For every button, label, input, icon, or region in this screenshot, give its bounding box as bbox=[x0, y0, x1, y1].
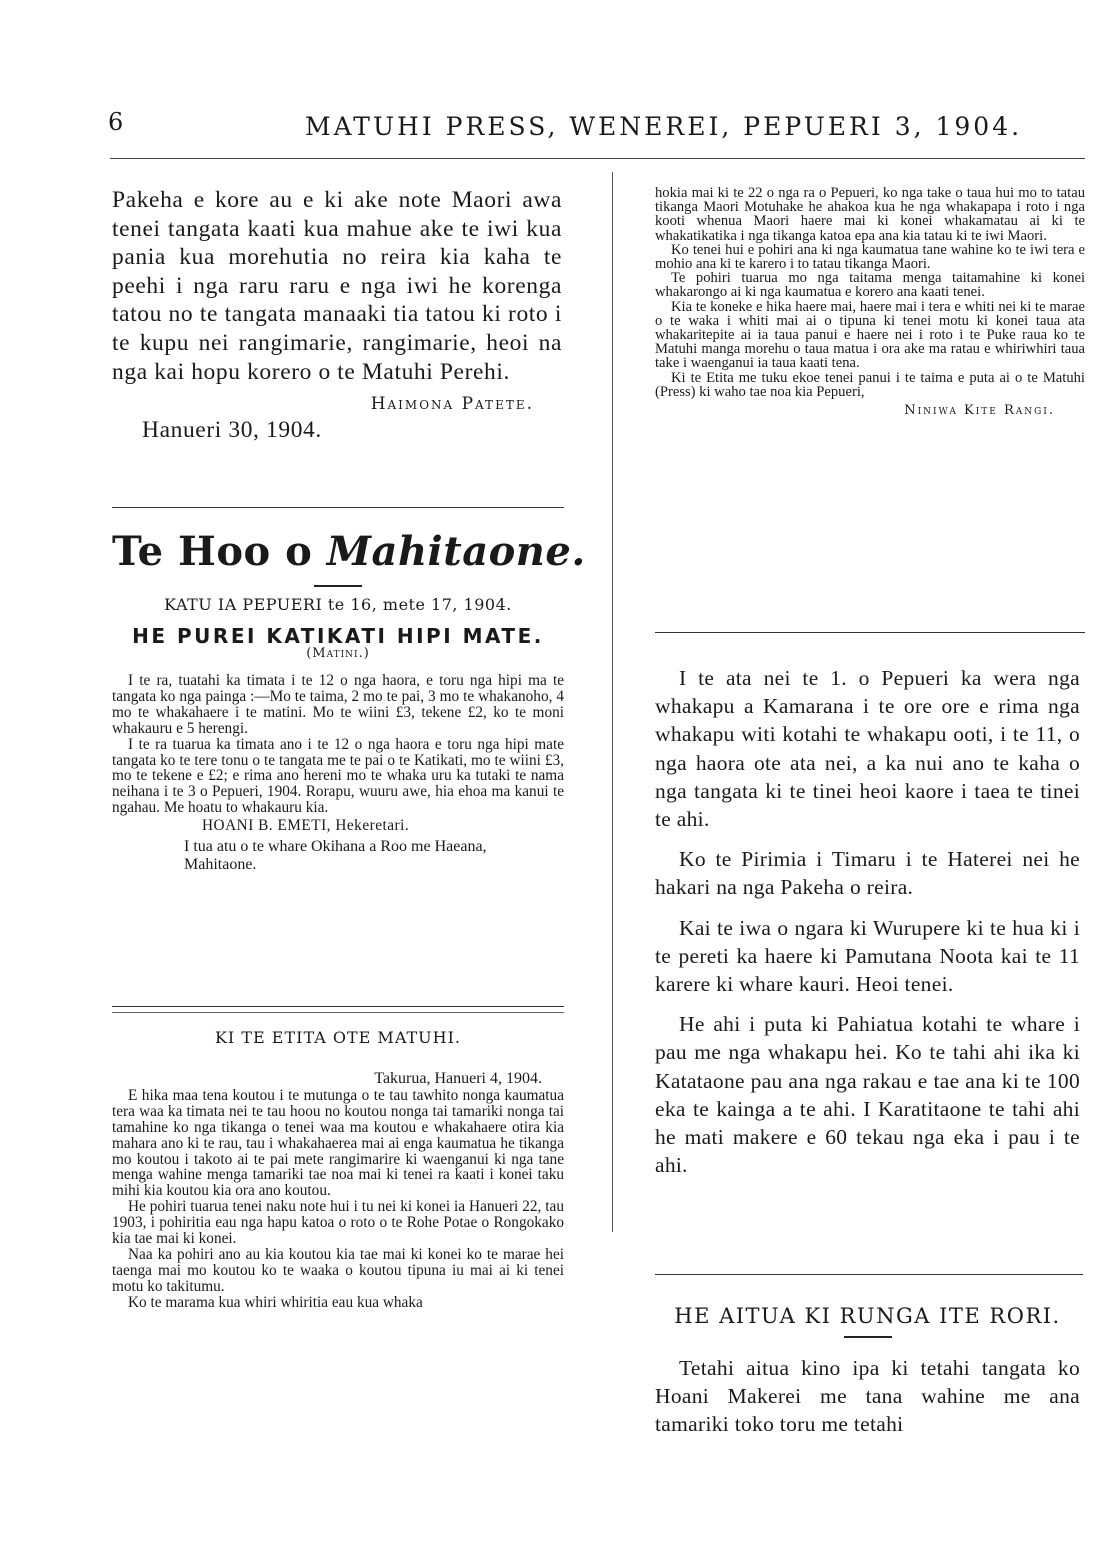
letter-cont-para-3: Te pohiri tuarua mo nga taitama menga taitamahine ki konei whakarongo ai ki nga kaumatua e korero ana kaati tenei. bbox=[655, 270, 1085, 301]
short-rule bbox=[314, 585, 362, 587]
letter-cont-para-5: Ki te Etita me tuku ekoe tenei panui i te taima e puta ai o te Matuhi (Press) ki waho tae noa kia Pepueri, bbox=[655, 369, 1085, 400]
letter-end-date: Hanueri 30, 1904. bbox=[142, 417, 322, 444]
notice-headline bbox=[112, 528, 586, 575]
notice-dates: KATU IA PEPUERI te 16, mete 17, 1904. bbox=[164, 595, 512, 614]
headline-italic: Mahitaone. bbox=[326, 528, 586, 575]
column-divider bbox=[612, 172, 613, 1232]
news-section bbox=[655, 664, 1080, 1179]
section-rule-2 bbox=[112, 1006, 564, 1007]
letter-heading: KI TE ETITA OTE MATUHI. bbox=[214, 1028, 462, 1047]
section-rule bbox=[112, 507, 564, 508]
accident-text: Tetahi aitua kino ipa ki tetahi tangata ko Hoani Makerei me tana wahine me ana tamariki toko toru me tetahi bbox=[655, 1356, 1080, 1437]
notice-para-1: I te ra, tuatahi ka timata i te 12 o nga haora, e toru nga hipi ma te tangata ko nga painga :—Mo te taima, 2 mo te pai, 3 mo te whakanoho, 4 mo te whakahaere i te matini. Mo te wiini £3, tekene £2, ko te moni whakauru e 5 herengi. bbox=[112, 672, 564, 737]
news-item: He ahi i puta ki Pahiatua kotahi te whare i pau me nga whakapu hei. Ko te tahi ahi ika ki Katataone pau ana nga rakau e tae ana ki te 100 eka te kainga a te ahi. I Karatitaone te tahi ahi he mati makere e 60 tekau nga eka i pau i te ahi. bbox=[655, 1012, 1080, 1178]
letter-para-3: Naa ka pohiri ano au kia koutou kia tae mai ki konei ko te marae hei taenga mai mo koutou ko te waaka o koutou tipuna iu mai ai ki tenei motu ko takitumu. bbox=[112, 1245, 564, 1295]
letter-cont-signature: Niniwa Kite Rangi. bbox=[904, 403, 1055, 419]
letter-dateline: Takurua, Hanueri 4, 1904. bbox=[374, 1070, 542, 1087]
news-item: Kai te iwa o ngara ki Wurupere ki te hua ki i te pereti ka haere ki Pamutana Noota kai te 11 karere ki whare kauri. Heoi tenei. bbox=[655, 915, 1080, 997]
section-rule-4 bbox=[655, 1274, 1083, 1275]
notice-address: I tua atu o te whare Okihana a Roo me Haeana, Mahitaone. bbox=[184, 838, 487, 874]
notice-subhead-note: (Matini.) bbox=[306, 646, 370, 661]
page-number: 6 bbox=[108, 108, 124, 136]
left-column bbox=[112, 186, 562, 445]
right-column-letter bbox=[655, 186, 1085, 418]
headline-plain: Te Hoo o bbox=[112, 528, 313, 575]
letter-section bbox=[112, 1028, 564, 1311]
letter-para-1: E hika maa tena koutou i te mutunga o te tau tawhito nonga kaumatua tera waa ka timata nei te tau hoou no koutou nonga tai tamariki nonga tai tamahine ko nga tikanga o tenei waa ma koutou e whakahaere otira kia mahara ano ki te rau, tau i whakahaerea mai ai enga kaumatua he tikanga mo koutou i takoto ai te pai mete rangimarire ki waenganui ki nga tane menga wahine menga tamariki tae noa mai ki tenei ra kaati i konei taku mihi kia koutou kia ora ano koutou. bbox=[112, 1086, 564, 1200]
short-rule-2 bbox=[844, 1336, 892, 1338]
news-item: Ko te Pirimia i Timaru i te Haterei nei he hakari na nga Pakeha o reira. bbox=[655, 847, 1080, 900]
header-rule bbox=[110, 158, 1085, 159]
letter-para-4: Ko te marama kua whiri whiritia eau kua whaka bbox=[128, 1293, 423, 1311]
letter-cont-para-2: Ko tenei hui e pohiri ana ki nga kaumatua tane wahine ko te iwi tera e mohio ana ki te karero i to tatau tikanga Maori. bbox=[655, 241, 1085, 273]
letter-end-signature: Haimona Patete. bbox=[370, 394, 534, 415]
news-item: I te ata nei te 1. o Pepueri ka wera nga whakapu a Kamarana i te ore ore e rima nga whakapu witi kotahi te whakapu ooti, i te 11, o nga haora ote ata nei, a ka nui ano te kaha o nga tangata ki te tinei heoi kaore i taea te tinei te ahi. bbox=[655, 666, 1080, 832]
accident-heading: HE AITUA KI RUNGA ITE RORI. bbox=[674, 1304, 1061, 1328]
accident-section bbox=[655, 1304, 1080, 1439]
letter-end-text: Pakeha e kore au e ki ake note Maori awa tenei tangata kaati kua mahue ake te iwi kua pania kua morehutia no reira kia kaha te peehi i nga raru raru e nga iwi he korenga tatou no te tangata manaaki tia tatou ki roto i te kupu nei rangimarie, rangimarie, heoi na nga kai hopu korero o te Matuhi Perehi. bbox=[112, 187, 562, 385]
letter-cont-para-4: Kia te koneke e hika haere mai, haere mai i tera e whiti nei ki te marae o te waka i whiti mai ai o tipuna ki tenei motu ki konei taua ata whakaritерite ai ia taua panui e haere nei i roto i te Puke raua ko te Matuhi manga morehu o taua matua i ora ake ma ratau e whiriwhiri taua take i waenganui ia taua kaati tena. bbox=[655, 298, 1085, 372]
notice-para-2: I te ra tuarua ka timata ano i te 12 o nga haora e toru nga hipi mate tangata ko te tere tonu o te tangata me te pai o te Katikati, mo te wiini £3, mo te tekene e £2; e rima ano hereni mo te whaka uru ka tutaki te nama neihana i te 3 o Pepueri, 1904. Rorapu, wuuru awe, hia ehoa ma kanui te ngahau. Me hoatu to whakauru kia. bbox=[112, 735, 564, 817]
section-rule-3 bbox=[655, 632, 1085, 633]
notice-secretary: HOANI B. EMETI, Hekeretari. bbox=[202, 817, 410, 835]
masthead-title: MATUHI PRESS, WENEREI, PEPUERI 3, 1904. bbox=[305, 112, 1023, 141]
notice-section bbox=[112, 528, 586, 874]
letter-para-2: He pohiri tuarua tenei naku note hui i tu nei ki konei ia Hanueri 22, tau 1903, i pohiritia eau nga hapu katoa o roto o te Rohe Potae o Rongokako kia tae mai ki konei. bbox=[112, 1198, 564, 1248]
notice-subhead: HE PUREI KATIKATI HIPI MATE. bbox=[132, 624, 544, 648]
section-rule-2b bbox=[112, 1012, 564, 1013]
letter-cont-para-1: hokia mai ki te 22 o nga ra o Pepueri, ko nga take o taua hui mo to tatau tikanga Maori Motuhake he ahakoa kua he nga whakapapa i roto i nga kooti whenua Maori haere mai ki konei whakamatau ai ki te whakatikatika i nga tikanga katoa epa ana kia tatau ki te iwi Maori. bbox=[655, 185, 1085, 244]
